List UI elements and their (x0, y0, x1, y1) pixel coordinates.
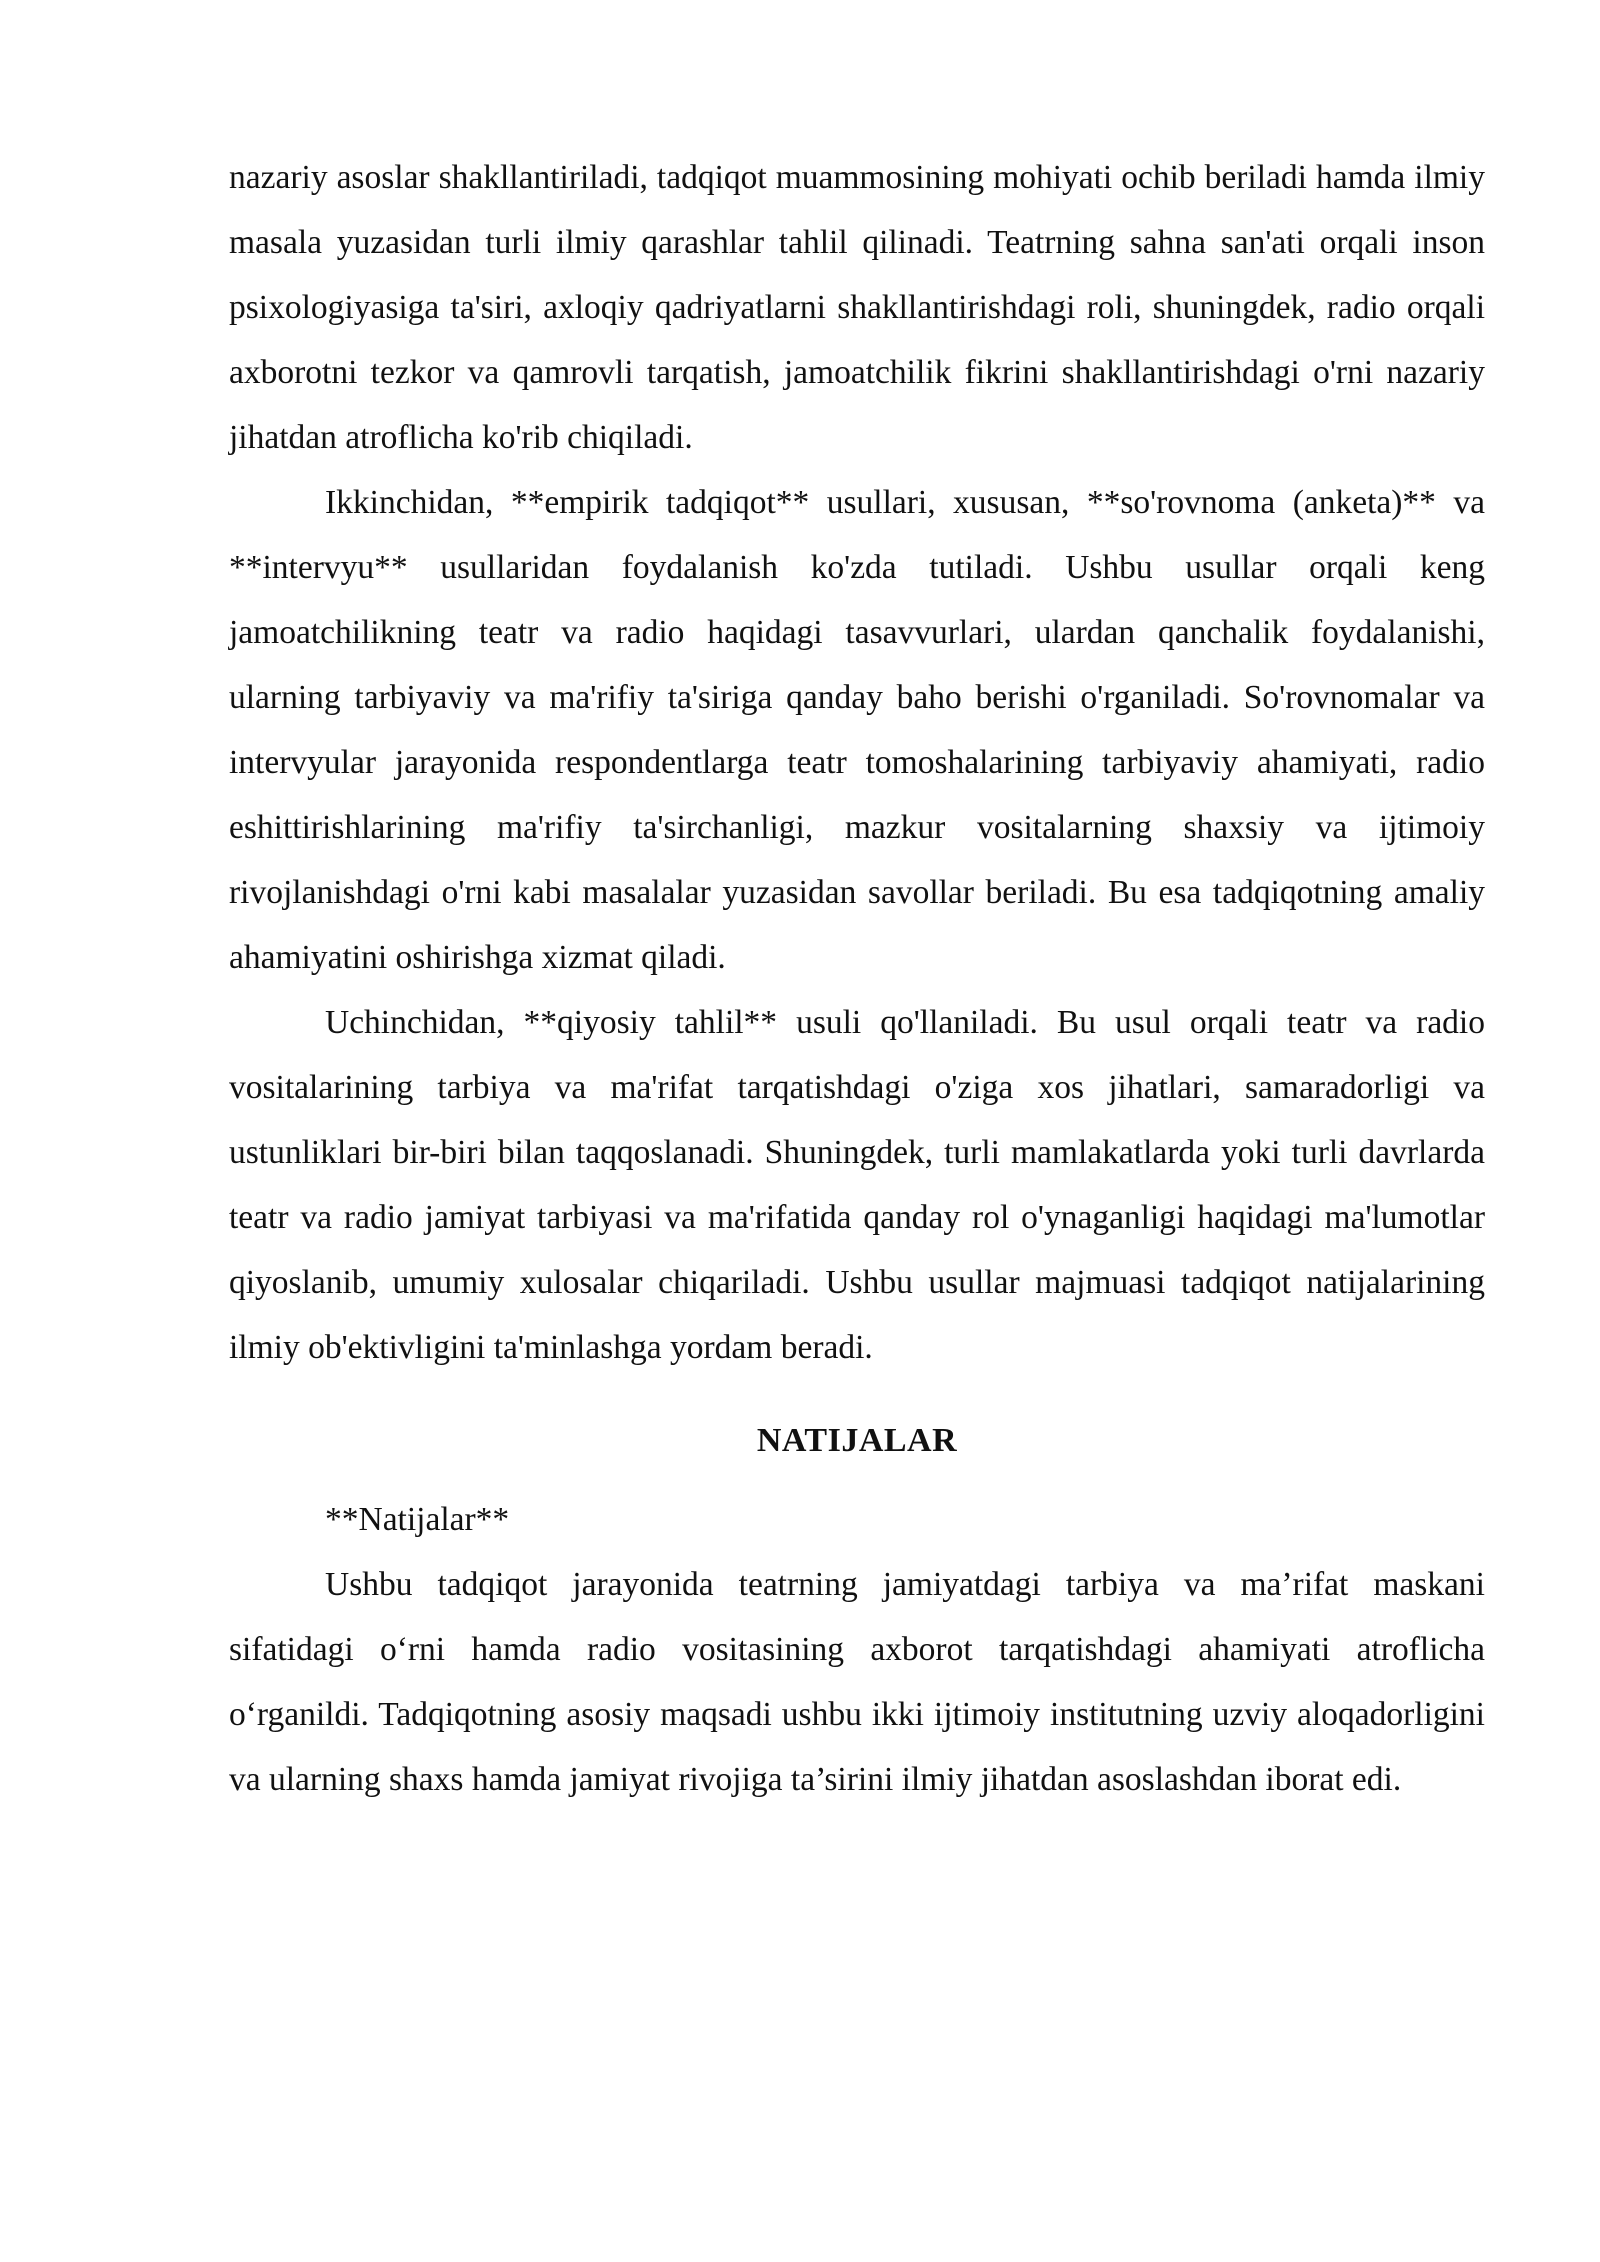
document-page (229, 145, 1485, 1812)
paragraph-methods-theory: nazariy asoslar shakllantiriladi, tadqiqot muammosining mohiyati ochib beriladi hamda ilmiy masala yuzasidan turli ilmiy qarashlar tahlil qilinadi. Teatrning sahna san'ati orqali inson psixologiyasiga ta'siri, axloqiy qadriyatlarni shakllantirishdagi roli, shuningdek, radio orqali axborotni tezkor va qamrovli tarqatish, jamoatchilik fikrini shakllantirishdagi o'rni nazariy jihatdan atroflicha ko'rib chiqiladi. (229, 159, 1485, 456)
paragraph-results-intro: Ushbu tadqiqot jarayonida teatrning jamiyatdagi tarbiya va ma’rifat maskani sifatidagi o‘rni hamda radio vositasining axborot tarqatishdagi ahamiyati atroflicha o‘rganildi. Tadqiqotning asosiy maqsadi ushbu ikki ijtimoiy institutning uzviy aloqadorligini va ularning shaxs hamda jamiyat rivojiga ta’sirini ilmiy jihatdan asoslashdan iborat edi. (229, 1566, 1485, 1798)
section-heading-natijalar: NATIJALAR (756, 1422, 958, 1459)
paragraph-methods-empirical: Ikkinchidan, **empirik tadqiqot** usullari, xususan, **so'rovnoma (anketa)** va **intervyu** usullaridan foydalanish ko'zda tutiladi. Ushbu usullar orqali keng jamoatchilikning teatr va radio haqidagi tasavvurlari, ulardan qanchalik foydalanishi, ularning tarbiyaviy va ma'rifiy ta'siriga qanday baho berishi o'rganiladi. So'rovnomalar va intervyular jarayonida respondentlarga teatr tomoshalarining tarbiyaviy ahamiyati, radio eshittirishlarining ma'rifiy ta'sirchanligi, mazkur vositalarning shaxsiy va ijtimoiy rivojlanishdagi o'rni kabi masalalar yuzasidan savollar beriladi. Bu esa tadqiqotning amaliy ahamiyatini oshirishga xizmat qiladi. (229, 484, 1485, 976)
subheading-natijalar: **Natijalar** (325, 1501, 510, 1538)
paragraph-methods-comparative: Uchinchidan, **qiyosiy tahlil** usuli qo'llaniladi. Bu usul orqali teatr va radio vositalarining tarbiya va ma'rifat tarqatishdagi o'ziga xos jihatlari, samaradorligi va ustunliklari bir-biri bilan taqqoslanadi. Shuningdek, turli mamlakatlarda yoki turli davrlarda teatr va radio jamiyat tarbiyasi va ma'rifatida qanday rol o'ynaganligi haqidagi ma'lumotlar qiyoslanib, umumiy xulosalar chiqariladi. Ushbu usullar majmuasi tadqiqot natijalarining ilmiy ob'ektivligini ta'minlashga yordam beradi. (229, 1004, 1485, 1366)
